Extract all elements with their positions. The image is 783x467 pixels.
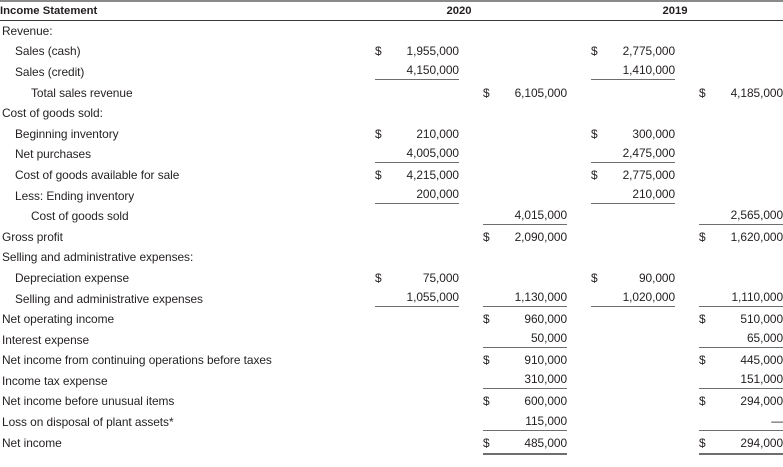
cell-2019-total xyxy=(675,432,783,453)
cell-2020-detail xyxy=(351,82,459,103)
row-label: Cost of goods sold: xyxy=(2,106,103,121)
cell-2020-total xyxy=(459,329,567,350)
row-label: Gross profit xyxy=(2,229,63,244)
cell-2019-detail xyxy=(567,185,675,206)
row-label: Beginning inventory xyxy=(15,126,119,141)
amount: 65,000 xyxy=(746,331,783,346)
amount: 960,000 xyxy=(524,312,568,327)
cell-2019-total xyxy=(675,329,783,350)
amount: 210,000 xyxy=(416,126,459,141)
currency-symbol: $ xyxy=(699,312,706,327)
amount: 4,150,000 xyxy=(406,63,459,78)
cell-2020-total xyxy=(459,268,567,289)
table-row-net-income xyxy=(0,432,783,453)
cell-2019-detail xyxy=(567,309,675,330)
amount: 910,000 xyxy=(524,353,568,368)
cell-2020-detail xyxy=(351,329,459,350)
table-row xyxy=(0,412,783,433)
cell-2019-total xyxy=(675,185,783,206)
cell-2019-total xyxy=(675,247,783,268)
cell-2020-total xyxy=(459,206,567,227)
row-label: Selling and administrative expenses: xyxy=(2,250,194,265)
amount: 600,000 xyxy=(524,394,568,409)
currency-symbol: $ xyxy=(591,126,598,141)
currency-symbol: $ xyxy=(375,270,382,285)
cell-2019-detail xyxy=(567,350,675,371)
currency-symbol: $ xyxy=(483,229,490,244)
cell-2020-detail xyxy=(351,412,459,433)
amount: 2,775,000 xyxy=(622,167,676,182)
cell-2020-total xyxy=(459,309,567,330)
cell-2020-total xyxy=(459,247,567,268)
row-label: Net purchases xyxy=(15,147,92,162)
header-year-2019: 2019 xyxy=(567,1,783,21)
row-label: Less: Ending inventory xyxy=(15,188,135,203)
amount: 115,000 xyxy=(525,413,568,428)
cell-2019-total xyxy=(675,206,783,227)
currency-symbol: $ xyxy=(699,229,706,244)
row-label: Cost of goods sold xyxy=(31,209,129,224)
table-row xyxy=(0,123,783,144)
cell-2020-detail xyxy=(351,41,459,62)
amount: 310,000 xyxy=(524,372,568,387)
cell-2020-detail xyxy=(351,123,459,144)
amount: 1,130,000 xyxy=(514,290,568,305)
cell-2020-total xyxy=(459,21,567,42)
amount: 294,000 xyxy=(740,394,783,409)
amount: 1,410,000 xyxy=(622,63,676,78)
table-row xyxy=(0,82,783,103)
cell-2019-detail xyxy=(567,165,675,186)
currency-symbol: $ xyxy=(483,394,490,409)
cell-2020-detail xyxy=(351,268,459,289)
amount: 2,775,000 xyxy=(622,44,676,59)
row-label: Selling and administrative expenses xyxy=(15,291,203,306)
row-label: Net income before unusual items xyxy=(2,394,175,409)
amount: 1,110,000 xyxy=(731,290,783,305)
header-row xyxy=(0,1,783,21)
amount: 4,005,000 xyxy=(406,145,459,160)
cell-2019-total xyxy=(675,82,783,103)
cell-2020-detail xyxy=(351,432,459,453)
row-label: Revenue: xyxy=(2,24,53,39)
cell-2020-detail xyxy=(351,247,459,268)
cell-2020-total xyxy=(459,432,567,453)
amount: 50,000 xyxy=(530,331,568,346)
currency-symbol: $ xyxy=(699,435,706,450)
amount: 2,475,000 xyxy=(622,145,676,160)
amount: 445,000 xyxy=(740,353,783,368)
table-row xyxy=(0,185,783,206)
cell-2019-detail xyxy=(567,391,675,412)
table-row xyxy=(0,288,783,309)
cell-2019-total xyxy=(675,103,783,124)
cell-2020-total xyxy=(459,82,567,103)
cell-2019-detail xyxy=(567,371,675,392)
amount-dash: — xyxy=(771,413,783,428)
cell-2019-detail xyxy=(567,144,675,165)
cell-2020-total xyxy=(459,123,567,144)
row-label: Loss on disposal of plant assets* xyxy=(2,415,174,430)
amount: 4,185,000 xyxy=(730,85,783,100)
row-label: Interest expense xyxy=(2,332,90,347)
table-row xyxy=(0,144,783,165)
cell-2020-total xyxy=(459,144,567,165)
cell-2019-total xyxy=(675,41,783,62)
cell-2019-total xyxy=(675,371,783,392)
cell-2019-detail xyxy=(567,226,675,247)
cell-2019-total xyxy=(675,268,783,289)
table-row xyxy=(0,21,783,42)
cell-2020-total xyxy=(459,350,567,371)
cell-2020-total xyxy=(459,412,567,433)
table-row xyxy=(0,103,783,124)
row-label: Net income from continuing operations before taxes xyxy=(2,353,272,368)
currency-symbol: $ xyxy=(483,353,490,368)
cell-2020-detail xyxy=(351,21,459,42)
amount: 6,105,000 xyxy=(514,85,568,100)
cell-2020-detail xyxy=(351,165,459,186)
cell-2019-total xyxy=(675,123,783,144)
cell-2019-total xyxy=(675,21,783,42)
amount: 294,000 xyxy=(740,435,783,450)
row-label: Net income xyxy=(2,435,62,450)
currency-symbol: $ xyxy=(375,167,382,182)
amount: 485,000 xyxy=(524,435,568,450)
amount: 2,565,000 xyxy=(730,207,783,222)
cell-2019-detail xyxy=(567,432,675,453)
currency-symbol: $ xyxy=(483,312,490,327)
table-row xyxy=(0,329,783,350)
currency-symbol: $ xyxy=(699,394,706,409)
cell-2020-detail xyxy=(351,103,459,124)
cell-2019-detail xyxy=(567,123,675,144)
table-row xyxy=(0,268,783,289)
cell-2020-detail xyxy=(351,371,459,392)
table-row xyxy=(0,391,783,412)
cell-2019-detail xyxy=(567,41,675,62)
table-row xyxy=(0,309,783,330)
cell-2020-total xyxy=(459,391,567,412)
table-row xyxy=(0,247,783,268)
currency-symbol: $ xyxy=(591,270,598,285)
row-label: Cost of goods available for sale xyxy=(15,167,180,182)
table-row xyxy=(0,350,783,371)
row-label: Net operating income xyxy=(2,312,115,327)
header-year-2020: 2020 xyxy=(351,1,567,21)
cell-2019-total xyxy=(675,226,783,247)
amount: 510,000 xyxy=(740,312,783,327)
cell-2019-detail xyxy=(567,412,675,433)
amount: 1,620,000 xyxy=(730,229,783,244)
cell-2019-detail xyxy=(567,247,675,268)
header-statement-title: Income Statement xyxy=(0,1,351,21)
cell-2019-detail xyxy=(567,288,675,309)
amount: 4,215,000 xyxy=(406,167,459,182)
row-label: Depreciation expense xyxy=(15,270,130,285)
amount: 151,000 xyxy=(740,372,783,387)
cell-2020-detail xyxy=(351,206,459,227)
cell-2019-total xyxy=(675,350,783,371)
currency-symbol: $ xyxy=(699,85,706,100)
cell-2020-detail xyxy=(351,309,459,330)
cell-2019-detail xyxy=(567,206,675,227)
cell-2020-detail xyxy=(351,350,459,371)
row-label: Sales (credit) xyxy=(15,64,85,79)
amount: 210,000 xyxy=(632,187,676,202)
cell-2019-detail xyxy=(567,329,675,350)
table-body xyxy=(0,21,783,453)
cell-2020-detail xyxy=(351,226,459,247)
amount: 1,055,000 xyxy=(406,290,459,305)
cell-2020-detail xyxy=(351,391,459,412)
cell-2019-total xyxy=(675,144,783,165)
row-label: Income tax expense xyxy=(2,373,108,388)
table-row xyxy=(0,371,783,392)
cell-2019-detail xyxy=(567,103,675,124)
cell-2020-detail xyxy=(351,185,459,206)
cell-2020-total xyxy=(459,371,567,392)
currency-symbol: $ xyxy=(375,44,382,59)
amount: 2,090,000 xyxy=(514,229,568,244)
cell-2020-total xyxy=(459,226,567,247)
row-label: Sales (cash) xyxy=(15,44,81,59)
row-label: Total sales revenue xyxy=(31,85,133,100)
cell-2019-total xyxy=(675,309,783,330)
cell-2020-detail xyxy=(351,144,459,165)
table-row xyxy=(0,62,783,83)
currency-symbol: $ xyxy=(483,85,490,100)
amount: 75,000 xyxy=(422,270,459,285)
table-row xyxy=(0,41,783,62)
table-header xyxy=(0,1,783,21)
cell-2020-detail xyxy=(351,288,459,309)
cell-2019-total xyxy=(675,288,783,309)
cell-2020-total xyxy=(459,41,567,62)
cell-2020-total xyxy=(459,185,567,206)
table-row xyxy=(0,206,783,227)
cell-2020-total xyxy=(459,288,567,309)
table-row xyxy=(0,165,783,186)
table-row xyxy=(0,226,783,247)
amount: 4,015,000 xyxy=(514,207,568,222)
amount: 90,000 xyxy=(638,270,676,285)
amount: 1,020,000 xyxy=(622,290,676,305)
currency-symbol: $ xyxy=(591,44,598,59)
cell-2019-detail xyxy=(567,268,675,289)
cell-2020-total xyxy=(459,62,567,83)
cell-2019-total xyxy=(675,62,783,83)
cell-2019-total xyxy=(675,412,783,433)
cell-2019-detail xyxy=(567,62,675,83)
currency-symbol: $ xyxy=(591,167,598,182)
cell-2019-detail xyxy=(567,82,675,103)
cell-2019-total xyxy=(675,165,783,186)
cell-2019-total xyxy=(675,391,783,412)
cell-2020-detail xyxy=(351,62,459,83)
amount: 1,955,000 xyxy=(406,44,459,59)
currency-symbol: $ xyxy=(375,126,382,141)
currency-symbol: $ xyxy=(483,435,490,450)
currency-symbol: $ xyxy=(699,353,706,368)
cell-2020-total xyxy=(459,165,567,186)
cell-2020-total xyxy=(459,103,567,124)
cell-2019-detail xyxy=(567,21,675,42)
amount: 300,000 xyxy=(632,126,676,141)
amount: 200,000 xyxy=(416,187,459,202)
